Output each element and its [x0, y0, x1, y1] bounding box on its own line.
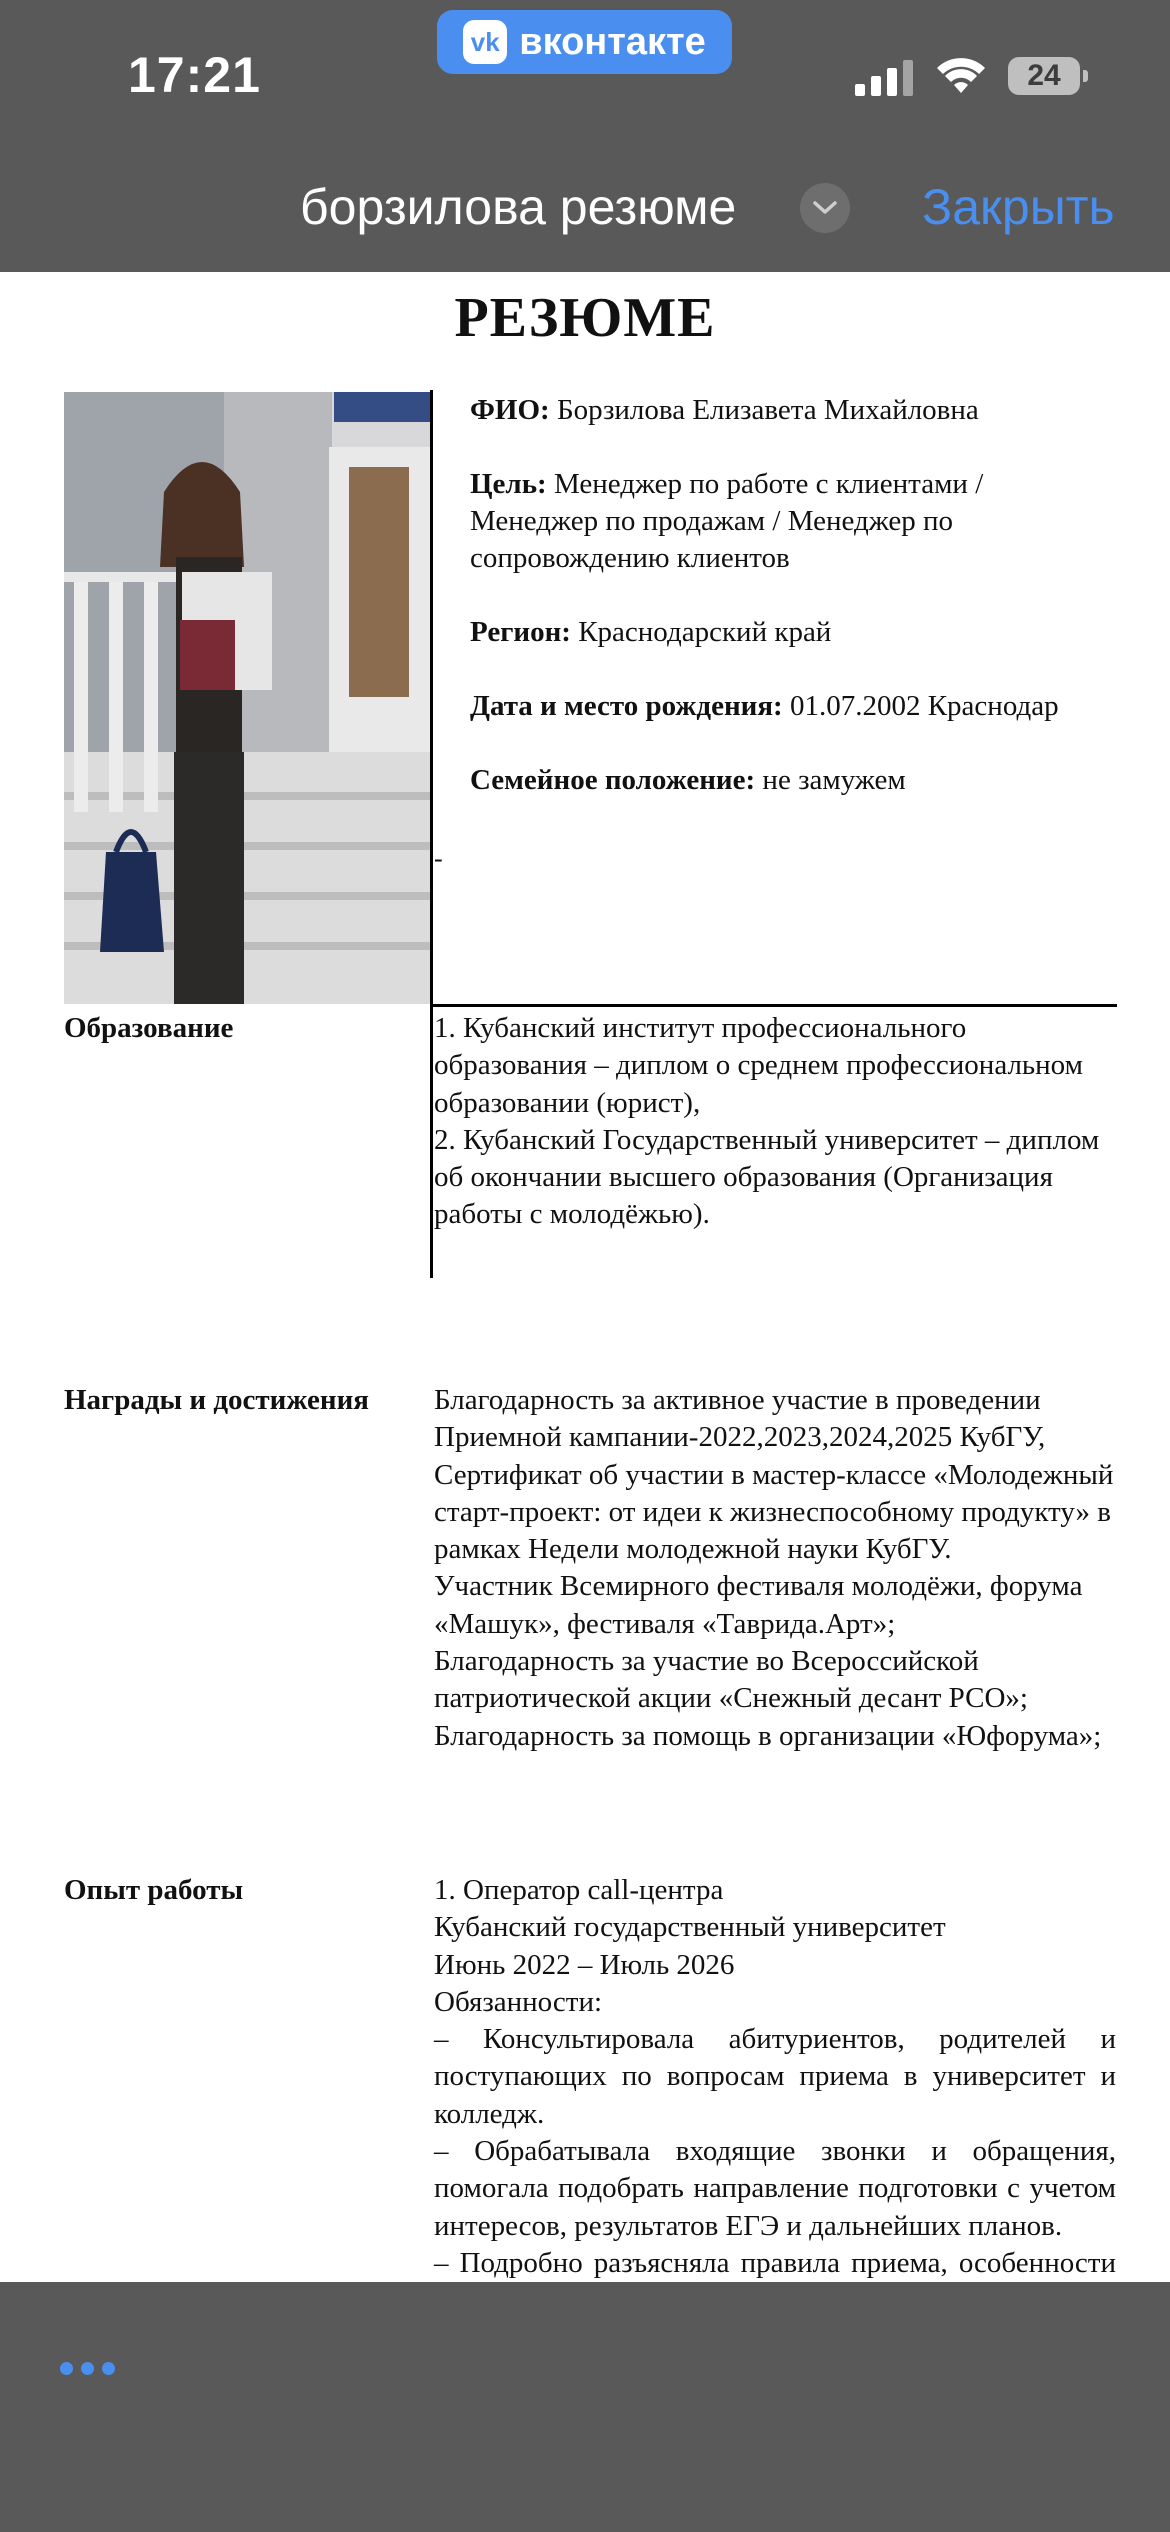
list-item: Благодарность за участие во Всероссийской патриотической акции «Снежный десант РСО»;	[434, 1645, 1028, 1715]
status-time: 17:21	[128, 47, 261, 103]
bottom-toolbar	[0, 2282, 1170, 2532]
wifi-icon	[935, 54, 987, 96]
resume-heading: РЕЗЮМЕ	[454, 287, 716, 349]
birth-field: Дата и место рождения: 01.07.2002 Краснодар	[470, 690, 1059, 722]
list-item: Участник Всемирного фестиваля молодёжи, форума «Машук», фестиваля «Таврида.Арт»;	[434, 1570, 1083, 1640]
vk-logo-icon: vk	[463, 20, 507, 64]
education-label: Образование	[64, 1012, 234, 1044]
document-title: борзилова резюме	[300, 179, 737, 235]
awards-label: Награды и достижения	[64, 1384, 369, 1416]
region-field: Регион: Краснодарский край	[470, 616, 832, 648]
return-to-app-label: вконтакте	[519, 20, 706, 63]
list-item: Благодарность за активное участие в проведении Приемной кампании-2022,2023,2024,2025 КубГУ,	[434, 1384, 1046, 1454]
status-bar	[0, 0, 1170, 140]
cellular-signal-icon	[855, 58, 913, 96]
work-company: Кубанский государственный университет	[434, 1911, 946, 1944]
more-dots-icon	[60, 2362, 73, 2375]
work-duties-label: Обязанности:	[434, 1985, 603, 2018]
list-item: 1. Кубанский институт профессионального образования – диплом о среднем профессиональном образовании (юрист),	[434, 1012, 1083, 1119]
goal-field: Цель: Менеджер по работе с клиентами / Менеджер по продажам / Менеджер по сопровождению клиентов	[470, 468, 984, 574]
list-item: – Подробно разъясняла правила приема, особенности	[434, 2246, 1116, 2279]
family-status-field: Семейное положение: не замужем	[470, 764, 906, 796]
personal-info	[470, 392, 1110, 836]
table-horizontal-border	[430, 1004, 1117, 1007]
title-menu-button[interactable]	[800, 183, 850, 233]
chevron-down-icon	[812, 200, 838, 216]
return-to-app-pill[interactable]	[437, 10, 732, 74]
list-item: Благодарность за помощь в организации «Юфорума»;	[434, 1719, 1102, 1752]
close-button[interactable]: Закрыть	[922, 179, 1115, 235]
battery-icon	[1008, 57, 1088, 95]
fio-field: ФИО: Борзилова Елизавета Михайловна	[470, 394, 979, 426]
education-list	[434, 1010, 1116, 1234]
profile-photo	[64, 392, 430, 1004]
work-label: Опыт работы	[64, 1874, 244, 1906]
battery-level: 24	[1008, 57, 1080, 95]
document-page	[0, 272, 1170, 2282]
list-item: 2. Кубанский Государственный университет – диплом об окончании высшего образования (Организация работы с молодёжью).	[434, 1123, 1100, 1231]
list-item: – Обрабатывала входящие звонки и обращения, помогала подобрать направление подготовки с учетом интересов, результатов ЕГЭ и дальнейших планов.	[434, 2135, 1116, 2242]
list-item: Сертификат об участии в мастер-классе «Молодежный старт-проект: от идеи к жизнеспособному продукту» в рамках Недели молодежной науки КубГУ.	[434, 1458, 1114, 1566]
work-period: Июнь 2022 – Июль 2026	[434, 1948, 735, 1981]
more-options-button[interactable]	[60, 2362, 115, 2375]
table-vertical-border	[430, 390, 433, 1278]
stray-mark: -	[434, 844, 443, 873]
list-item: – Консультировала абитуриентов, родителей и поступающих по вопросам приема в университет и колледж.	[434, 2023, 1116, 2130]
work-position: 1. Оператор call-центра	[434, 1874, 724, 1906]
awards-list	[434, 1382, 1116, 1755]
